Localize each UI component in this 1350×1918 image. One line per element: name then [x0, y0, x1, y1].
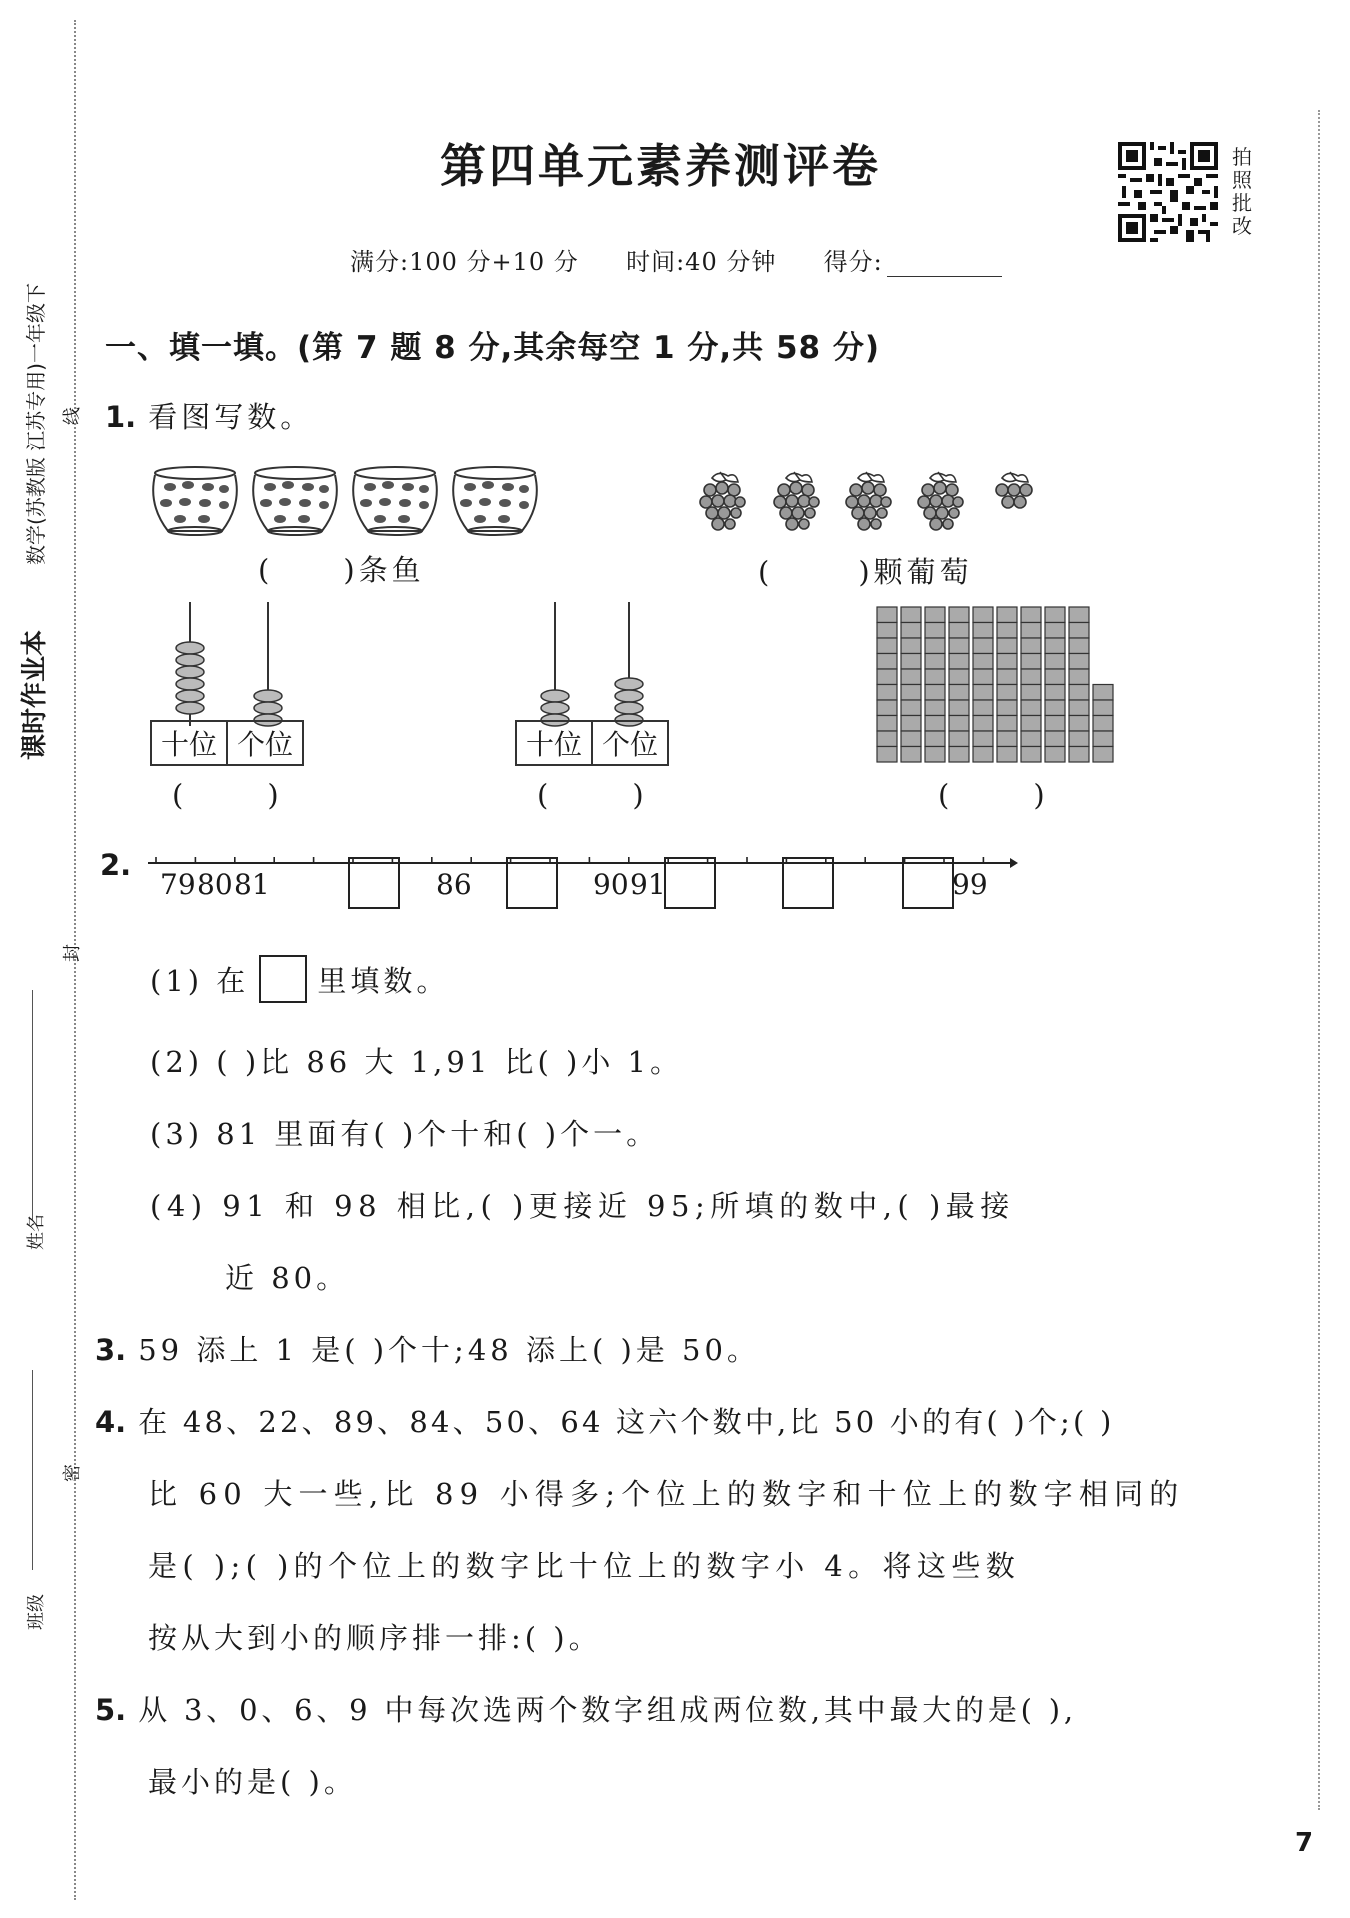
- score-label: 得分:: [823, 248, 883, 276]
- unit-cube: [1093, 700, 1113, 716]
- ten-rod-cell: [973, 731, 993, 747]
- nl-label-81: 81: [234, 868, 270, 901]
- ten-rod-cell: [925, 700, 945, 716]
- ten-rod-cell: [1069, 731, 1089, 747]
- ten-rod-cell: [901, 654, 921, 670]
- ten-rod-cell: [1021, 700, 1041, 716]
- ten-rod-cell: [1021, 669, 1041, 685]
- ten-rod-cell: [997, 700, 1017, 716]
- nl-label-90: 90: [593, 868, 629, 901]
- ten-rod-cell: [997, 685, 1017, 701]
- ones-label: 个位: [601, 728, 658, 761]
- ten-rod-cell: [949, 669, 969, 685]
- full-score: 满分:100 分+10 分: [350, 248, 579, 276]
- nl-answer-box-3[interactable]: [664, 857, 716, 909]
- score-blank[interactable]: [887, 276, 1002, 277]
- q2-sub2[interactable]: (2) ( )比 86 大 1,91 比( )小 1。: [150, 1045, 684, 1079]
- q4-line4[interactable]: 按从大到小的顺序排一排:( )。: [148, 1621, 602, 1655]
- ten-rod-cell: [925, 654, 945, 670]
- ten-rod-cell: [925, 638, 945, 654]
- ten-rod-cell: [877, 654, 897, 670]
- q4-line1[interactable]: 4. 在 48、22、89、84、50、64 这六个数中,比 50 小的有( )个;( ): [95, 1405, 1115, 1439]
- ten-rod-cell: [997, 623, 1017, 639]
- ten-rod-cell: [901, 607, 921, 623]
- ten-rod-cell: [925, 607, 945, 623]
- sidebar-seal-mark: 封: [62, 944, 83, 962]
- nl-label-86: 86: [436, 868, 472, 901]
- ten-rod-cell: [973, 685, 993, 701]
- nl-label-91: 91: [630, 868, 666, 901]
- abacus-1-answer[interactable]: ( ): [172, 778, 283, 812]
- ten-rod-cell: [1045, 685, 1065, 701]
- ten-rod-cell: [877, 700, 897, 716]
- page-number: 7: [1295, 1828, 1314, 1858]
- number-line: [148, 848, 1018, 878]
- q2-sub4[interactable]: (4) 91 和 98 相比,( )更接近 95;所填的数中,( )最接: [150, 1189, 1015, 1223]
- unit-cube: [1093, 716, 1113, 732]
- ten-rod-cell: [1021, 638, 1041, 654]
- ten-rod-cell: [949, 654, 969, 670]
- ten-rod-cell: [877, 716, 897, 732]
- grape-answer[interactable]: ( )颗葡萄: [758, 555, 973, 589]
- ten-rod-cell: [949, 685, 969, 701]
- fish-tank-icon: [153, 467, 237, 535]
- ten-rod-cell: [901, 685, 921, 701]
- ones-label: 个位: [236, 728, 293, 761]
- q2-sub4-cont: 近 80。: [225, 1261, 350, 1295]
- small-grape-bunch-icon: [996, 472, 1032, 508]
- ten-rod-cell: [925, 716, 945, 732]
- ten-rod-cell: [1045, 669, 1065, 685]
- ten-rod-cell: [997, 731, 1017, 747]
- ten-rod-cell: [973, 607, 993, 623]
- abacus-2-place-labels: [515, 720, 669, 766]
- q4-line2: 比 60 大一些,比 89 小得多;个位上的数字和十位上的数字相同的: [148, 1477, 1185, 1511]
- sidebar-secret-mark: 密: [62, 1464, 83, 1482]
- nl-answer-box-5[interactable]: [902, 857, 954, 909]
- ten-rod-cell: [1021, 716, 1041, 732]
- ten-rod-cell: [997, 654, 1017, 670]
- ten-rod-cell: [997, 747, 1017, 763]
- ten-rod-cell: [925, 623, 945, 639]
- ten-rod-cell: [877, 747, 897, 763]
- ten-rod-cell: [925, 685, 945, 701]
- ten-rod-cell: [1045, 731, 1065, 747]
- ten-rod-cell: [973, 747, 993, 763]
- ten-rod-cell: [925, 669, 945, 685]
- nl-label-79: 79: [160, 868, 196, 901]
- q2-sub3[interactable]: (3) 81 里面有( )个十和( )个一。: [150, 1117, 660, 1151]
- base-ten-blocks-figure: [875, 605, 1120, 770]
- q5-line2[interactable]: 最小的是( )。: [148, 1765, 357, 1799]
- ten-rod-cell: [1045, 623, 1065, 639]
- ten-rod-cell: [973, 623, 993, 639]
- ten-rod-cell: [901, 669, 921, 685]
- ten-rod-cell: [901, 731, 921, 747]
- sidebar-line-mark: 线: [62, 407, 83, 425]
- qr-label: 拍 照 批 改: [1232, 145, 1252, 238]
- ten-rod-cell: [877, 731, 897, 747]
- ten-rod-cell: [877, 607, 897, 623]
- ten-rod-cell: [925, 747, 945, 763]
- q4-line3[interactable]: 是( );( )的个位上的数字比十位上的数字小 4。将这些数: [148, 1549, 1021, 1583]
- ten-rod-cell: [1021, 731, 1041, 747]
- tens-label: 十位: [517, 722, 593, 764]
- time-limit: 时间:40 分钟: [626, 248, 777, 276]
- ten-rod-cell: [901, 623, 921, 639]
- ten-rod-cell: [877, 623, 897, 639]
- ten-rod-cell: [973, 638, 993, 654]
- ten-rod-cell: [877, 685, 897, 701]
- ten-rod-cell: [901, 638, 921, 654]
- abacus-2-answer[interactable]: ( ): [537, 778, 648, 812]
- ten-rod-cell: [925, 731, 945, 747]
- ten-rod-cell: [1045, 654, 1065, 670]
- inline-box-icon: [259, 955, 307, 1003]
- ten-rod-cell: [949, 607, 969, 623]
- ten-rod-cell: [1045, 607, 1065, 623]
- ten-rod-cell: [901, 716, 921, 732]
- ten-rod-cell: [1021, 623, 1041, 639]
- ten-rod-cell: [1069, 716, 1089, 732]
- ten-rod-cell: [1045, 716, 1065, 732]
- ten-rod-cell: [1045, 747, 1065, 763]
- ten-rod-cell: [997, 669, 1017, 685]
- right-dotted-line: [1318, 110, 1320, 1810]
- ten-rod-cell: [1021, 747, 1041, 763]
- ten-rod-cell: [949, 731, 969, 747]
- nl-label-80: 80: [197, 868, 233, 901]
- nl-answer-box-2[interactable]: [506, 857, 558, 909]
- ten-rod-cell: [973, 716, 993, 732]
- tens-label: 十位: [152, 722, 228, 764]
- ten-rod-cell: [1045, 638, 1065, 654]
- ten-rod-cell: [901, 747, 921, 763]
- ten-rod-cell: [973, 654, 993, 670]
- ten-rod-cell: [1069, 607, 1089, 623]
- qr-code-icon[interactable]: [1118, 142, 1218, 242]
- nl-label-99: 99: [952, 868, 988, 901]
- ten-rod-cell: [973, 700, 993, 716]
- ten-rod-cell: [973, 669, 993, 685]
- nl-answer-box-4[interactable]: [782, 857, 834, 909]
- ten-rod-cell: [1069, 747, 1089, 763]
- abacus-1-figure: [150, 600, 310, 730]
- ten-rod-cell: [1069, 654, 1089, 670]
- ten-rod-cell: [1069, 623, 1089, 639]
- ten-rod-cell: [1021, 685, 1041, 701]
- ten-rod-cell: [949, 700, 969, 716]
- q2-sub1: (1) 在 里填数。: [150, 955, 449, 1003]
- abacus-1-place-labels: [150, 720, 304, 766]
- ten-rod-cell: [1021, 654, 1041, 670]
- ten-rod-cell: [949, 716, 969, 732]
- ten-rod-cell: [949, 747, 969, 763]
- ten-rod-cell: [1069, 685, 1089, 701]
- ten-rod-cell: [997, 638, 1017, 654]
- unit-cube: [1093, 747, 1113, 763]
- ten-rod-cell: [1069, 669, 1089, 685]
- ten-rod-cell: [877, 638, 897, 654]
- ten-rod-cell: [1069, 700, 1089, 716]
- ten-rod-cell: [1069, 638, 1089, 654]
- ten-rod-cell: [1045, 700, 1065, 716]
- fish-answer[interactable]: ( )条鱼: [258, 553, 425, 587]
- abacus-2-figure: [515, 600, 675, 730]
- ten-rod-cell: [997, 716, 1017, 732]
- grapes-figure: [698, 468, 1048, 543]
- ten-rod-cell: [949, 638, 969, 654]
- grape-bunch-icon: [700, 472, 745, 530]
- unit-cube: [1093, 731, 1113, 747]
- unit-cube: [1093, 685, 1113, 701]
- blocks-answer[interactable]: ( ): [938, 778, 1049, 812]
- ten-rod-cell: [901, 700, 921, 716]
- ten-rod-cell: [1021, 607, 1041, 623]
- ten-rod-cell: [949, 623, 969, 639]
- q5-line1[interactable]: 5. 从 3、0、6、9 中每次选两个数字组成两位数,其中最大的是( ),: [95, 1693, 1077, 1727]
- q2-number: 2.: [100, 848, 132, 882]
- page-title: 第四单元素养测评卷: [440, 139, 881, 193]
- q3[interactable]: 3. 59 添上 1 是( )个十;48 添上( )是 50。: [95, 1333, 760, 1367]
- ten-rod-cell: [877, 669, 897, 685]
- q1-prompt: 1. 看图写数。: [105, 400, 314, 434]
- section-1-title: 一、填一填。(第 7 题 8 分,其余每空 1 分,共 58 分): [105, 330, 881, 366]
- fish-tanks-figure: [150, 465, 550, 540]
- nl-answer-box-1[interactable]: [348, 857, 400, 909]
- score-info: [350, 242, 1002, 277]
- ten-rod-cell: [997, 607, 1017, 623]
